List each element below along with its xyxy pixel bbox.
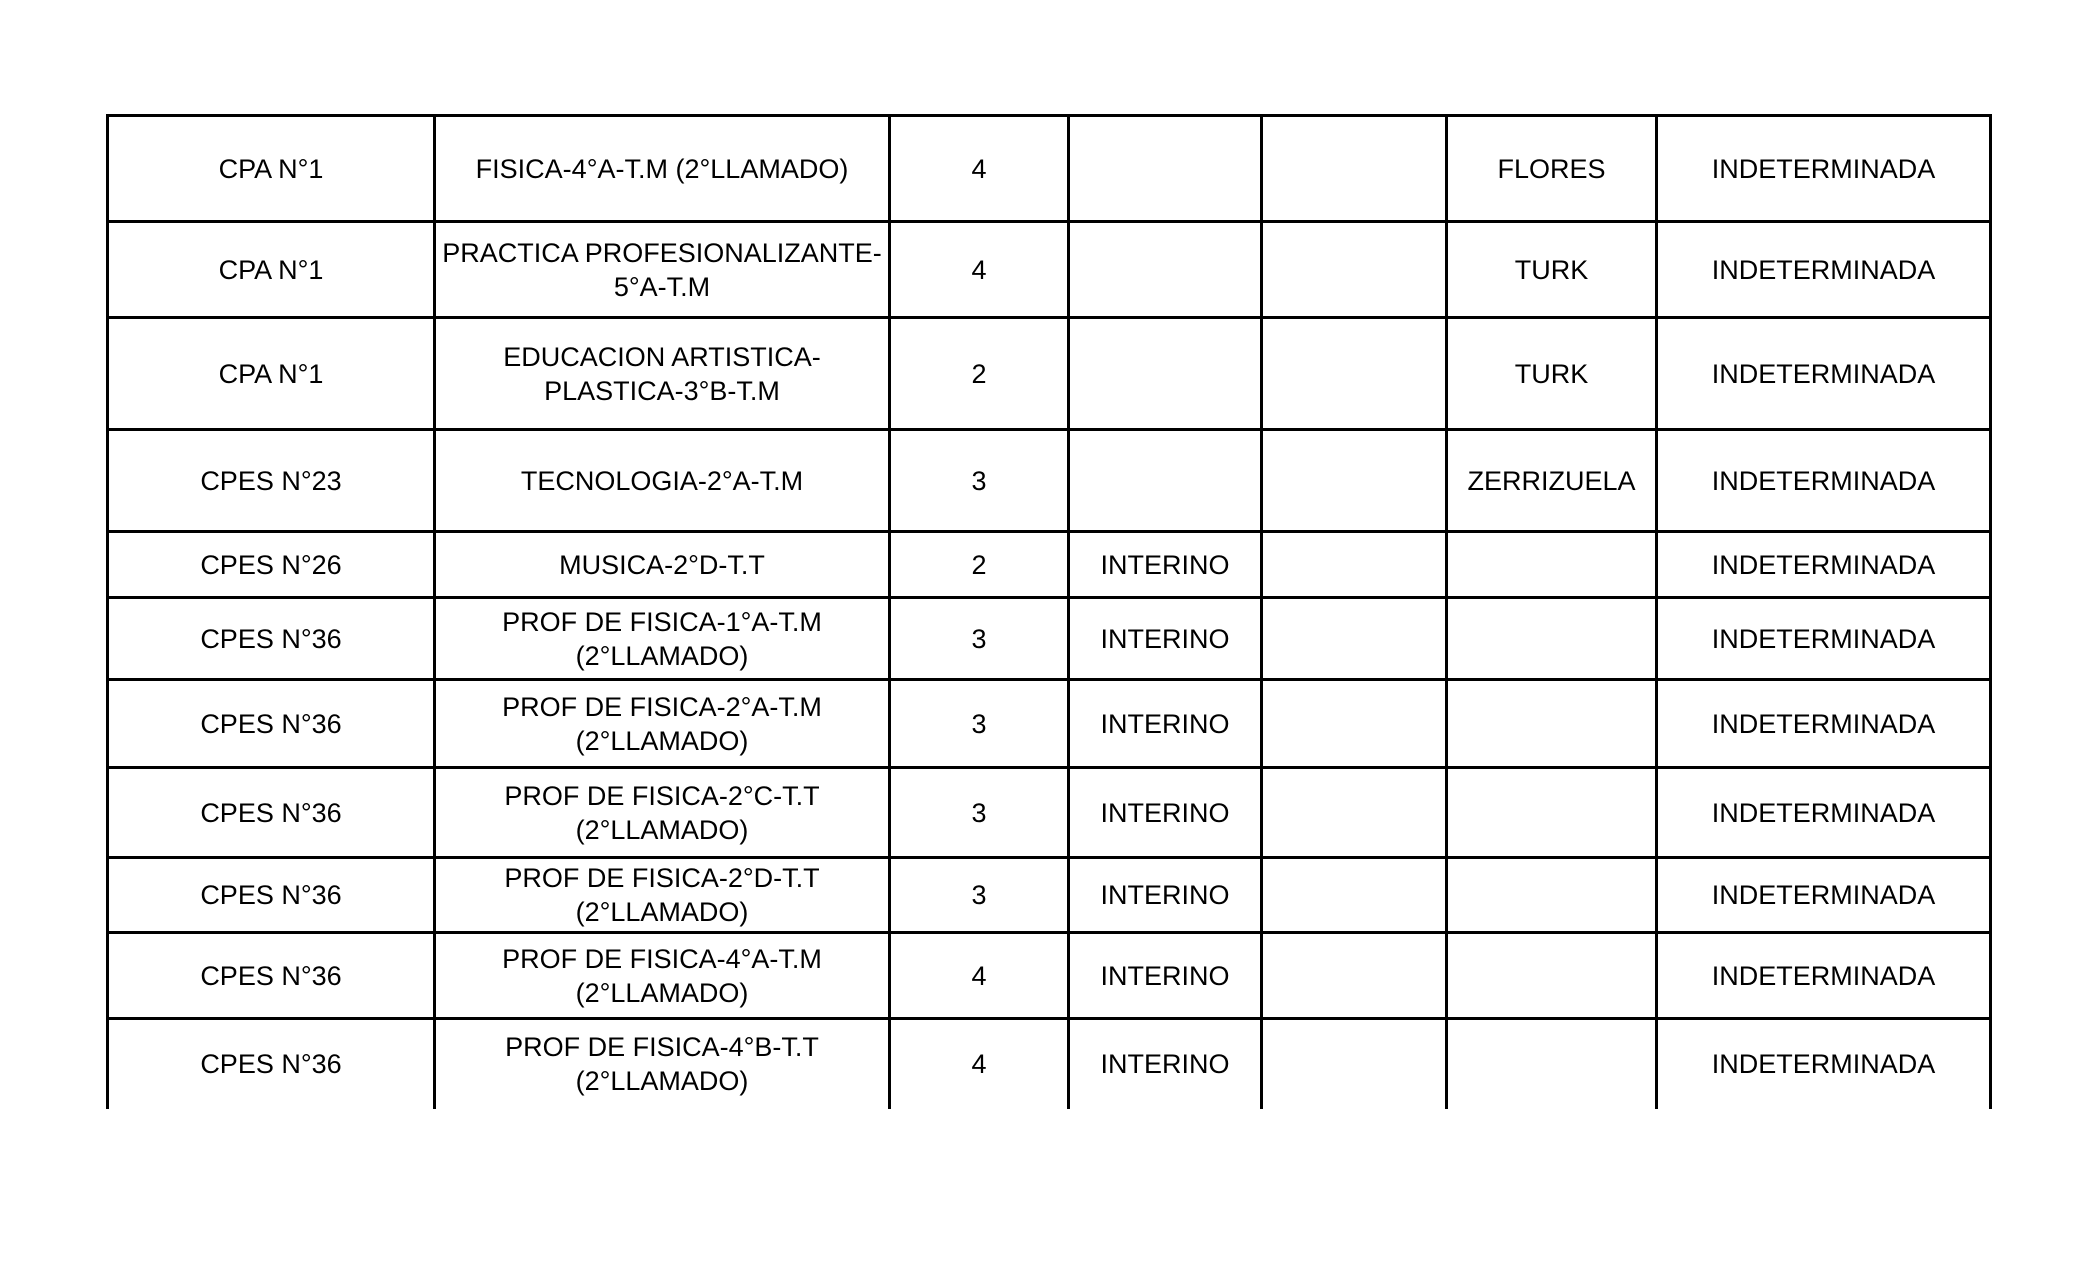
duration-cell: INDETERMINADA: [1657, 933, 1991, 1019]
hours-cell: 3: [890, 680, 1069, 768]
name-cell: [1447, 680, 1657, 768]
hours-cell: 2: [890, 318, 1069, 430]
duration-cell: INDETERMINADA: [1657, 116, 1991, 222]
empty-cell: [1262, 598, 1447, 680]
name-cell: FLORES: [1447, 116, 1657, 222]
table-row: [108, 598, 1991, 680]
character-cell: [1069, 318, 1262, 430]
school-cell: CPES N°36: [108, 598, 435, 680]
name-cell: [1447, 768, 1657, 858]
empty-cell: [1262, 933, 1447, 1019]
school-cell: CPES N°26: [108, 532, 435, 598]
subject-cell: TECNOLOGIA-2°A-T.M: [435, 430, 890, 532]
empty-cell: [1262, 116, 1447, 222]
empty-cell: [1262, 430, 1447, 532]
hours-cell: 4: [890, 1019, 1069, 1109]
subject-cell: PRACTICA PROFESIONALIZANTE-5°A-T.M: [435, 222, 890, 318]
table-row: [108, 858, 1991, 933]
school-cell: CPES N°36: [108, 858, 435, 933]
table-row: [108, 1019, 1991, 1109]
name-cell: [1447, 598, 1657, 680]
subject-cell: PROF DE FISICA-1°A-T.M (2°LLAMADO): [435, 598, 890, 680]
table-row: [108, 933, 1991, 1019]
character-cell: INTERINO: [1069, 1019, 1262, 1109]
name-cell: [1447, 532, 1657, 598]
table-row: [108, 430, 1991, 532]
empty-cell: [1262, 222, 1447, 318]
school-cell: CPES N°36: [108, 680, 435, 768]
empty-cell: [1262, 1019, 1447, 1109]
hours-cell: 4: [890, 222, 1069, 318]
duration-cell: INDETERMINADA: [1657, 768, 1991, 858]
subject-cell: PROF DE FISICA-4°A-T.M (2°LLAMADO): [435, 933, 890, 1019]
hours-cell: 3: [890, 768, 1069, 858]
subject-cell: FISICA-4°A-T.M (2°LLAMADO): [435, 116, 890, 222]
name-cell: [1447, 933, 1657, 1019]
name-cell: TURK: [1447, 318, 1657, 430]
hours-cell: 4: [890, 933, 1069, 1019]
duration-cell: INDETERMINADA: [1657, 598, 1991, 680]
subject-cell: PROF DE FISICA-2°C-T.T (2°LLAMADO): [435, 768, 890, 858]
duration-cell: INDETERMINADA: [1657, 430, 1991, 532]
duration-cell: INDETERMINADA: [1657, 858, 1991, 933]
hours-cell: 2: [890, 532, 1069, 598]
duration-cell: INDETERMINADA: [1657, 1019, 1991, 1109]
hours-cell: 3: [890, 858, 1069, 933]
empty-cell: [1262, 532, 1447, 598]
school-cell: CPES N°23: [108, 430, 435, 532]
duration-cell: INDETERMINADA: [1657, 318, 1991, 430]
character-cell: INTERINO: [1069, 532, 1262, 598]
duration-cell: INDETERMINADA: [1657, 680, 1991, 768]
school-cell: CPA N°1: [108, 116, 435, 222]
character-cell: INTERINO: [1069, 933, 1262, 1019]
hours-cell: 3: [890, 430, 1069, 532]
character-cell: [1069, 222, 1262, 318]
table-row: [108, 318, 1991, 430]
table-row: [108, 532, 1991, 598]
vacancies-table: [106, 114, 1992, 1109]
subject-cell: PROF DE FISICA-2°A-T.M (2°LLAMADO): [435, 680, 890, 768]
hours-cell: 4: [890, 116, 1069, 222]
subject-cell: PROF DE FISICA-2°D-T.T (2°LLAMADO): [435, 858, 890, 933]
name-cell: TURK: [1447, 222, 1657, 318]
duration-cell: INDETERMINADA: [1657, 532, 1991, 598]
table-row: [108, 116, 1991, 222]
school-cell: CPA N°1: [108, 222, 435, 318]
school-cell: CPA N°1: [108, 318, 435, 430]
school-cell: CPES N°36: [108, 1019, 435, 1109]
empty-cell: [1262, 858, 1447, 933]
character-cell: [1069, 116, 1262, 222]
empty-cell: [1262, 680, 1447, 768]
empty-cell: [1262, 768, 1447, 858]
hours-cell: 3: [890, 598, 1069, 680]
character-cell: INTERINO: [1069, 680, 1262, 768]
school-cell: CPES N°36: [108, 768, 435, 858]
character-cell: INTERINO: [1069, 768, 1262, 858]
table-row: [108, 680, 1991, 768]
table-row: [108, 768, 1991, 858]
name-cell: [1447, 1019, 1657, 1109]
school-cell: CPES N°36: [108, 933, 435, 1019]
character-cell: [1069, 430, 1262, 532]
character-cell: INTERINO: [1069, 858, 1262, 933]
name-cell: [1447, 858, 1657, 933]
name-cell: ZERRIZUELA: [1447, 430, 1657, 532]
character-cell: INTERINO: [1069, 598, 1262, 680]
duration-cell: INDETERMINADA: [1657, 222, 1991, 318]
subject-cell: EDUCACION ARTISTICA-PLASTICA-3°B-T.M: [435, 318, 890, 430]
empty-cell: [1262, 318, 1447, 430]
table-row: [108, 222, 1991, 318]
subject-cell: PROF DE FISICA-4°B-T.T (2°LLAMADO): [435, 1019, 890, 1109]
subject-cell: MUSICA-2°D-T.T: [435, 532, 890, 598]
